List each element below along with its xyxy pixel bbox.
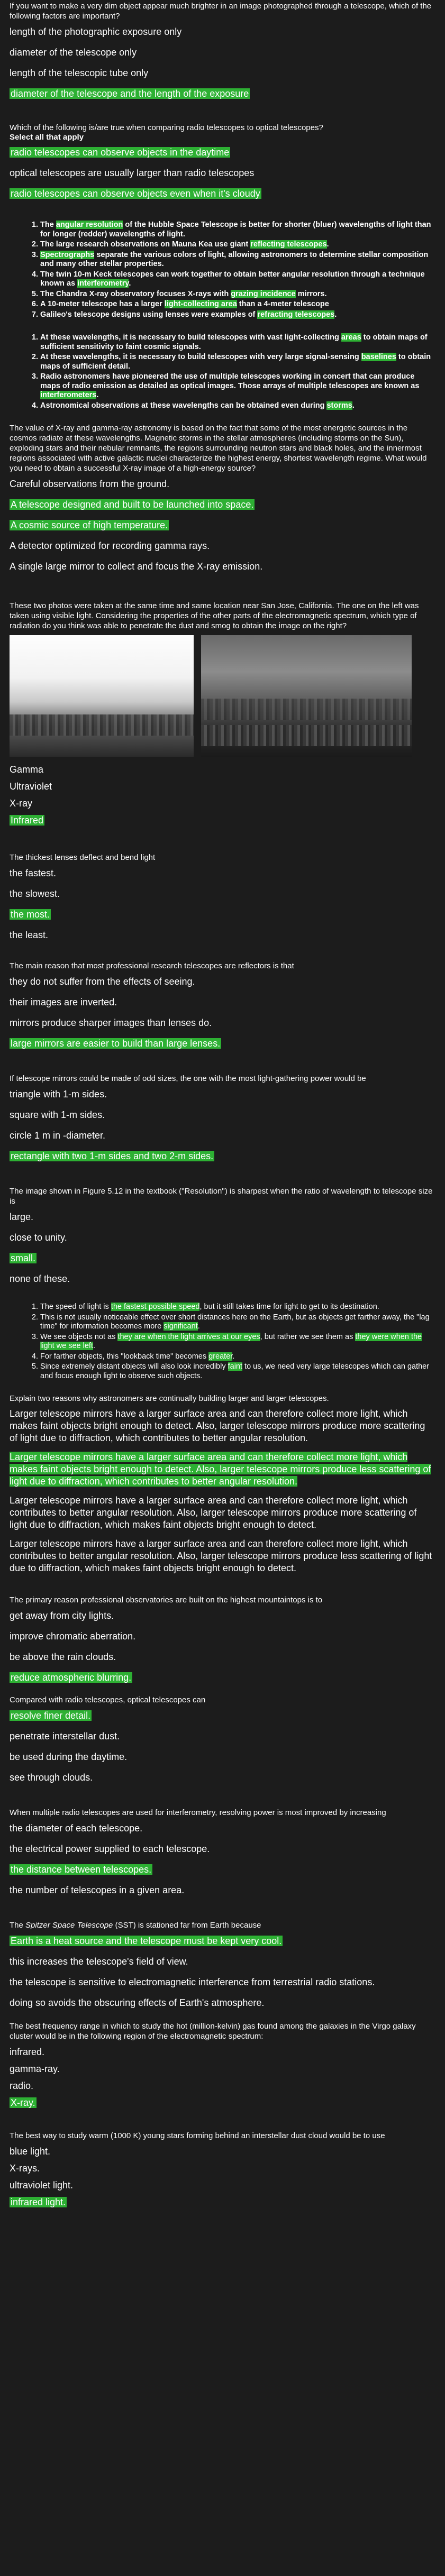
- answer-option[interactable]: X-rays.: [10, 2163, 40, 2174]
- fill-item: 5. The Chandra X-ray observatory focuses X-rays with grazing incidence mirrors.: [40, 290, 435, 299]
- fill-item: 5. Since extremely distant objects will also look incredibly faint to us, we need very large telescopes which can gather and focus enough light to observe such objects.: [40, 1362, 435, 1381]
- answer-option[interactable]: Ultraviolet: [10, 781, 52, 792]
- question-15: [10, 1792, 435, 1896]
- answer-option-correct[interactable]: small.: [11, 1253, 36, 1263]
- answer-option[interactable]: this increases the telescope's field of view.: [10, 1956, 188, 1967]
- answer-option[interactable]: mirrors produce sharper images than lenses do.: [10, 1017, 212, 1028]
- answer-option[interactable]: square with 1-m sides.: [10, 1110, 105, 1120]
- answer-option-correct[interactable]: Infrared: [11, 815, 44, 826]
- answer-option[interactable]: the number of telescopes in a given area.: [10, 1885, 185, 1895]
- question-12: [10, 1382, 435, 1574]
- question-text: When multiple radio telescopes are used for interferometry, resolving power is most improved by increasing: [10, 1808, 386, 1817]
- answer-option[interactable]: optical telescopes are usually larger than radio telescopes: [10, 168, 255, 178]
- fill-answer[interactable]: interferometers: [40, 391, 97, 399]
- question-1: [10, 0, 435, 100]
- answer-option[interactable]: large.: [10, 1212, 34, 1222]
- answer-option[interactable]: the slowest.: [10, 888, 60, 899]
- question-text: The primary reason professional observatories are built on the highest mountaintops is to: [10, 1596, 323, 1605]
- fill-item: 4. For farther objects, this "lookback time" becomes greater.: [40, 1352, 435, 1362]
- question-text: The image shown in Figure 5.12 in the textbook ("Resolution") is sharpest when the ratio of wavelength to telescope size is: [10, 1187, 433, 1206]
- question-7: [10, 835, 435, 941]
- answer-option[interactable]: the electrical power supplied to each telescope.: [10, 1844, 210, 1854]
- question-text: The Spitzer Space Telescope (SST) is stationed far from Earth because: [10, 1921, 261, 1930]
- answer-option[interactable]: blue light.: [10, 2146, 51, 2157]
- answer-option-correct[interactable]: infrared light.: [11, 2197, 66, 2207]
- fill-in-list: [10, 221, 435, 319]
- fill-item: 3. Spectrographs separate the various colors of light, allowing astronomers to determine stellar composition and many other stellar properties.: [40, 251, 435, 269]
- fill-answer[interactable]: angular resolution: [56, 221, 123, 229]
- answer-option[interactable]: ultraviolet light.: [10, 2180, 74, 2190]
- answer-option[interactable]: the telescope is sensitive to electromagnetic interference from terrestrial radio stations.: [10, 1977, 375, 1987]
- answer-option[interactable]: their images are inverted.: [10, 997, 117, 1007]
- answer-option[interactable]: the diameter of each telescope.: [10, 1823, 143, 1834]
- answer-option[interactable]: they do not suffer from the effects of seeing.: [10, 976, 195, 987]
- question-3: [10, 208, 435, 319]
- question-4: [10, 320, 435, 410]
- answer-option[interactable]: the fastest.: [10, 868, 57, 878]
- answer-option-correct[interactable]: reduce atmospheric blurring.: [11, 1672, 132, 1683]
- question-2: [10, 108, 435, 200]
- answer-option[interactable]: length of the telescopic tube only: [10, 68, 149, 78]
- question-text: The main reason that most professional research telescopes are reflectors is that: [10, 961, 294, 970]
- fill-answer[interactable]: they are when the light arrives at our eyes: [117, 1332, 260, 1341]
- fill-item: 4. Astronomical observations at these wavelengths can be obtained even during storms.: [40, 401, 435, 411]
- answer-option[interactable]: none of these.: [10, 1273, 70, 1284]
- fill-answer[interactable]: significant: [164, 1322, 198, 1331]
- answer-option[interactable]: diameter of the telescope only: [10, 47, 137, 58]
- question-9: [10, 1058, 435, 1162]
- answer-option[interactable]: A single large mirror to collect and focus the X-ray emission.: [10, 561, 263, 572]
- answer-option-correct[interactable]: the most.: [11, 909, 50, 920]
- question-17: [10, 2017, 435, 2109]
- fill-item: 3. We see objects not as they are when the light arrives at our eyes, but rather we see them as they were when the light we see left.: [40, 1333, 435, 1351]
- question-5: [10, 411, 435, 573]
- answer-option[interactable]: get away from city lights.: [10, 1610, 114, 1621]
- answer-option-correct[interactable]: radio telescopes can observe objects even when it's cloudy: [11, 188, 260, 199]
- fill-answer[interactable]: the fastest possible speed: [111, 1303, 200, 1311]
- question-8: [10, 949, 435, 1050]
- fill-item: 1. The speed of light is the fastest possible speed, but it still takes time for light to get to its destination.: [40, 1303, 435, 1312]
- answer-option-correct[interactable]: rectangle with two 1-m sides and two 2-m sides.: [11, 1151, 214, 1161]
- fill-answer[interactable]: refracting telescopes: [257, 310, 335, 319]
- answer-option[interactable]: be above the rain clouds.: [10, 1652, 116, 1662]
- fill-item: 1. The angular resolution of the Hubble Space Telescope is better for shorter (bluer) wavelengths of light than for longer (redder) wavelengths of light.: [40, 221, 435, 239]
- question-text: Which of the following is/are true when comparing radio telescopes to optical telescopes?: [10, 123, 323, 132]
- answer-option-correct[interactable]: Larger telescope mirrors have a larger surface area and can therefore collect more light, which makes faint objects bright enough to detect. Also, larger telescope mirrors produce less scattering of light due to diffraction, which contributes to better angular resolution.: [10, 1452, 431, 1487]
- answer-option[interactable]: A detector optimized for recording gamma rays.: [10, 540, 210, 551]
- answer-option[interactable]: gamma-ray.: [10, 2064, 60, 2074]
- answer-option-correct[interactable]: the distance between telescopes.: [11, 1864, 152, 1875]
- fill-item: 3. Radio astronomers have pioneered the use of multiple telescopes working in concert that can produce maps of radio emission as detailed as optical images. Those arrays of multiple telescopes are known as interferometers.: [40, 372, 435, 400]
- question-text: These two photos were taken at the same time and same location near San Jose, California. The one on the left was taken using visible light. Considering the properties of the other parts of the electromagnetic spectrum, which type of radiation do you think was able to penetrate the dust and smog to obtain the image on the right?: [10, 601, 419, 630]
- answer-option-correct[interactable]: large mirrors are easier to build than large lenses.: [11, 1038, 221, 1049]
- answer-option[interactable]: radio.: [10, 2080, 34, 2091]
- answer-option[interactable]: close to unity.: [10, 1232, 67, 1243]
- answer-option-correct[interactable]: Earth is a heat source and the telescope must be kept very cool.: [11, 1936, 282, 1946]
- question-text: The best frequency range in which to study the hot (million-kelvin) gas found among the galaxies in the Virgo galaxy cluster would be in the following region of the electromagnetic spectrum:: [10, 2022, 416, 2041]
- fill-item: 6. A 10-meter telescope has a larger light-collecting area than a 4-meter telescope: [40, 300, 435, 309]
- question-16: [10, 1904, 435, 2009]
- answer-option[interactable]: X-ray: [10, 798, 33, 809]
- answer-option[interactable]: Larger telescope mirrors have a larger surface area and can therefore collect more light, which contributes to better angular resolution. Also, larger telescope mirrors produce more scattering of light due to diffraction, which makes faint objects bright enough to detect.: [10, 1495, 417, 1530]
- question-18: [10, 2117, 435, 2208]
- fill-in-list: [10, 333, 435, 410]
- answer-option[interactable]: circle 1 m in -diameter.: [10, 1130, 106, 1141]
- select-note: Select all that apply: [10, 133, 84, 142]
- fill-item: 4. The twin 10-m Keck telescopes can work together to obtain better angular resolution through a technique known as interferometry.: [40, 270, 435, 289]
- fill-in-list: [10, 1303, 435, 1381]
- fill-item: 2. This is not usually noticeable effect over short distances here on the Earth, but as objects get farther away, the "lag time" for information becomes more significant.: [40, 1313, 435, 1332]
- answer-option-correct[interactable]: diameter of the telescope and the length of the exposure: [11, 88, 249, 99]
- answer-option-correct[interactable]: radio telescopes can observe objects in the daytime: [11, 147, 230, 158]
- answer-option-correct[interactable]: A cosmic source of high temperature.: [11, 520, 168, 530]
- question-10: [10, 1170, 435, 1285]
- question-text: Compared with radio telescopes, optical telescopes can: [10, 1695, 206, 1704]
- question-text: The thickest lenses deflect and bend light: [10, 853, 156, 862]
- question-text: If telescope mirrors could be made of odd sizes, the one with the most light-gathering power would be: [10, 1074, 366, 1083]
- answer-option[interactable]: length of the photographic exposure only: [10, 26, 182, 37]
- fill-item: 1. At these wavelengths, it is necessary to build telescopes with vast light-collecting areas to obtain maps of sufficient sensitivity to faint cosmic signals.: [40, 333, 435, 352]
- answer-option[interactable]: improve chromatic aberration.: [10, 1631, 136, 1642]
- answer-option-correct[interactable]: A telescope designed and built to be launched into space.: [11, 499, 254, 510]
- fill-item: 2. The large research observations on Mauna Kea use giant reflecting telescopes.: [40, 240, 435, 250]
- fill-answer[interactable]: baselines: [361, 353, 396, 361]
- question-text: The best way to study warm (1000 K) young stars forming behind an interstellar dust cloud would be to use: [10, 2131, 385, 2140]
- answer-option[interactable]: Gamma: [10, 764, 44, 775]
- visible-light-photo: [10, 635, 194, 757]
- answer-option[interactable]: the least.: [10, 930, 49, 940]
- answer-option[interactable]: Larger telescope mirrors have a larger surface area and can therefore collect more light, which makes faint objects bright enough to detect. Also, larger telescope mirrors produce more scattering of light due to diffraction, which contributes to better angular resolution.: [10, 1408, 425, 1443]
- answer-option[interactable]: penetrate interstellar dust.: [10, 1731, 120, 1741]
- answer-option-correct[interactable]: resolve finer detail.: [11, 1710, 91, 1721]
- fill-answer[interactable]: storms: [326, 401, 352, 410]
- fill-item: 2. At these wavelengths, it is necessary to build telescopes with very large signal-sensing baselines to obtain maps of sufficient detail.: [40, 353, 435, 371]
- answer-option[interactable]: doing so avoids the obscuring effects of Earth's atmosphere.: [10, 1997, 265, 2008]
- fill-answer[interactable]: reflecting telescopes: [250, 240, 327, 249]
- fill-answer[interactable]: grazing incidence: [231, 289, 296, 298]
- fill-answer[interactable]: interferometry: [77, 279, 129, 288]
- question-13: [10, 1581, 435, 1684]
- question-text: Explain two reasons why astronomers are continually building larger and larger telescopes.: [10, 1394, 329, 1403]
- answer-option[interactable]: Careful observations from the ground.: [10, 479, 170, 489]
- answer-option[interactable]: see through clouds.: [10, 1772, 93, 1783]
- answer-option[interactable]: be used during the daytime.: [10, 1752, 128, 1762]
- answer-option[interactable]: Larger telescope mirrors have a larger surface area and can therefore collect more light, which contributes to better angular resolution. Also, larger telescope mirrors produce less scattering of light due to diffraction, which makes faint objects bright enough to detect.: [10, 1538, 432, 1573]
- question-text: The value of X-ray and gamma-ray astronomy is based on the fact that some of the most energetic sources in the cosmos radiate at these wavelengths. Magnetic storms in the stellar atmospheres (including storms on the Sun), exploding stars and their nebular remnants, the regions surrounding neutron stars and black holes, and the innermost regions associated with active galactic nuclei characterize the highest energy, shortest wavelength regime. What would you need to obtain a successful X-ray image of a high-energy source?: [10, 424, 427, 473]
- answer-option-correct[interactable]: X-ray.: [11, 2097, 35, 2108]
- fill-item: 7. Galileo's telescope designs using lenses were examples of refracting telescopes.: [40, 310, 435, 320]
- fill-answer[interactable]: faint: [228, 1362, 243, 1371]
- fill-answer[interactable]: light-collecting area: [164, 300, 237, 308]
- fill-answer[interactable]: areas: [341, 333, 361, 342]
- question-14: [10, 1692, 435, 1784]
- photo-pair: [10, 635, 435, 757]
- fill-answer[interactable]: greater: [208, 1352, 233, 1361]
- infrared-photo: [201, 635, 412, 757]
- question-text: If you want to make a very dim object appear much brighter in an image photographed through a telescope, which of the following factors are important?: [10, 2, 432, 21]
- answer-option[interactable]: triangle with 1-m sides.: [10, 1089, 107, 1099]
- answer-option[interactable]: infrared.: [10, 2047, 45, 2057]
- question-6: [10, 581, 435, 827]
- fill-answer[interactable]: Spectrographs: [40, 250, 95, 259]
- fill-answer[interactable]: they were when the light we see left: [40, 1332, 422, 1350]
- question-11: [10, 1293, 435, 1381]
